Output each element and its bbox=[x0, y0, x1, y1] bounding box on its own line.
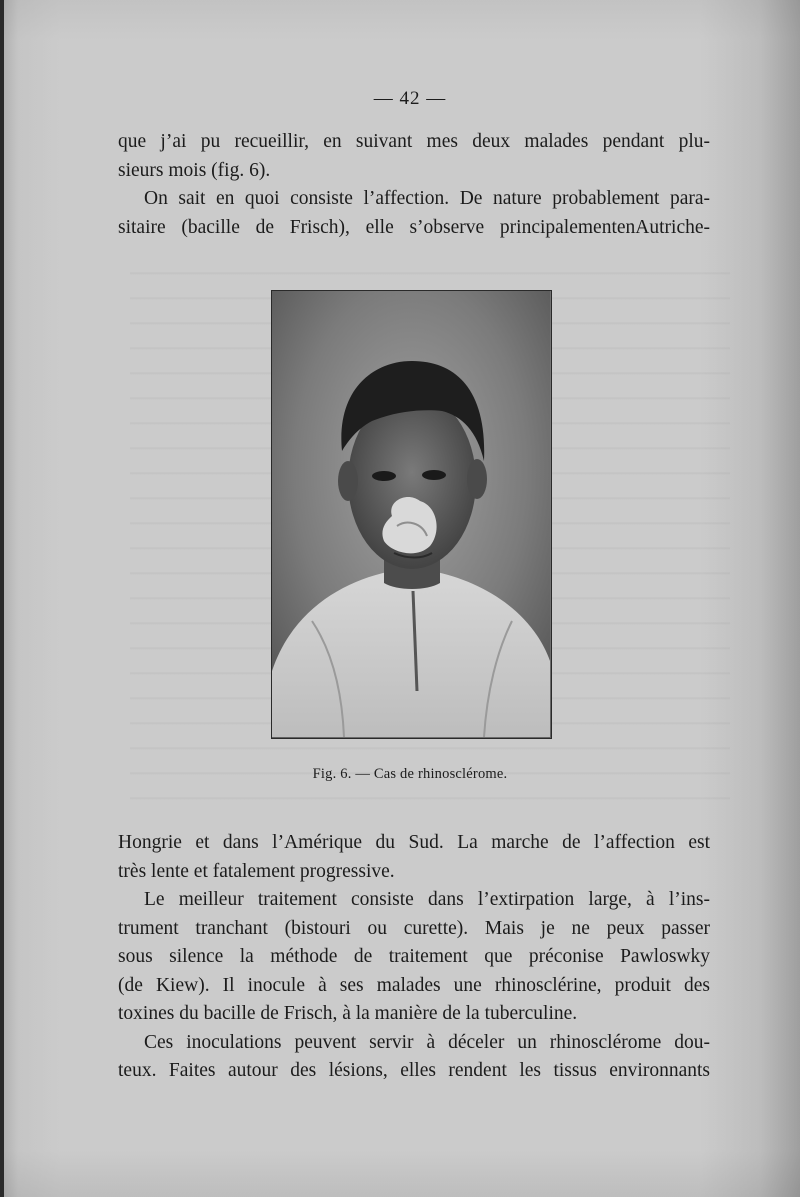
text-line: trument tranchant (bistouri ou curette). Mais je ne peux passer bbox=[118, 917, 710, 939]
page-number: — 42 — bbox=[373, 88, 447, 109]
text-line: sous silence la méthode de traitement que préconise Pawloswky bbox=[118, 946, 710, 967]
top-paragraphs bbox=[118, 128, 710, 242]
text-line: (de Kiew). Il inocule à ses malades une rhinosclérine, produit des bbox=[118, 974, 710, 996]
text-line: très lente et fatalement progressive. bbox=[118, 860, 395, 882]
text-line: teux. Faites autour des lésions, elles rendent les tissus environnants bbox=[118, 1060, 710, 1081]
figure-caption: Fig. 6. — Cas de rhinosclérome. bbox=[312, 766, 508, 782]
text-line: sitaire (bacille de Frisch), elle s’observe principalementenAutriche- bbox=[118, 216, 710, 238]
text-line: Hongrie et dans l’Amérique du Sud. La marche de l’affection est bbox=[118, 832, 710, 853]
bottom-paragraphs bbox=[118, 829, 710, 1086]
text-line: Le meilleur traitement consiste dans l’extirpation large, à l’ins- bbox=[144, 889, 710, 910]
text-line: toxines du bacille de Frisch, à la manière de la tuberculine. bbox=[118, 1003, 578, 1024]
patient-photograph bbox=[271, 290, 552, 739]
text-line: On sait en quoi consiste l’affection. De nature probablement para- bbox=[144, 188, 710, 209]
text-line: sieurs mois (fig. 6). bbox=[118, 159, 271, 181]
text-line: que j’ai pu recueillir, en suivant mes deux malades pendant plu- bbox=[118, 131, 710, 152]
page-edge bbox=[0, 0, 4, 1197]
text-line: Ces inoculations peuvent servir à déceler un rhinosclérome dou- bbox=[144, 1031, 710, 1053]
portrait-illustration bbox=[272, 291, 550, 737]
